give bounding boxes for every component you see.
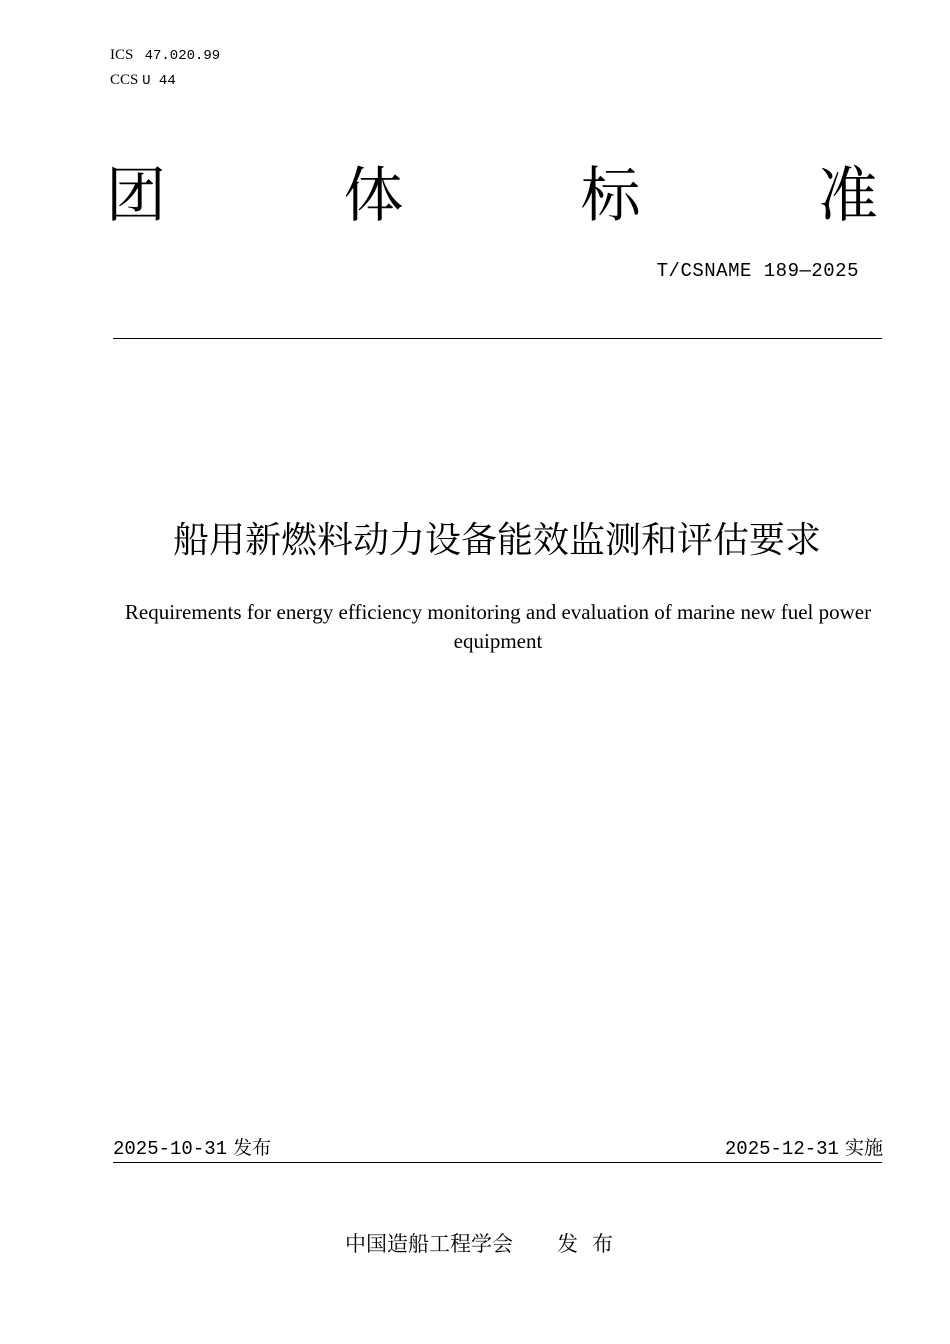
standard-number: T/CSNAME 189—2025 — [656, 260, 859, 282]
heading-char-2: 体 — [343, 161, 404, 231]
title-english: Requirements for energy efficiency monitoring and evaluation of marine new fuel power equipment — [124, 600, 872, 653]
footer-divider — [113, 1162, 882, 1163]
header-divider — [113, 338, 882, 339]
publisher-name: 中国造船工程学会 — [345, 1232, 513, 1256]
heading-char-1: 团 — [106, 161, 166, 231]
implement-label: 实施 — [844, 1137, 883, 1159]
heading-char-3: 标 — [580, 161, 641, 231]
publish-label: 发布 — [557, 1232, 627, 1256]
ccs-label: CCS — [110, 72, 139, 88]
publisher-line — [0, 1228, 950, 1258]
ccs-line — [110, 68, 176, 94]
implement-date: 2025-12-31 — [724, 1138, 839, 1160]
ics-code: 47.020.99 — [144, 48, 221, 64]
ccs-code: U 44 — [142, 73, 176, 89]
implement-date-line — [725, 1133, 883, 1160]
ics-label: ICS — [110, 47, 134, 63]
heading-char-4: 准 — [817, 161, 878, 231]
issue-date: 2025-10-31 — [113, 1138, 228, 1160]
ics-line — [110, 43, 220, 69]
issue-date-line — [113, 1133, 271, 1160]
issue-label: 发布 — [233, 1137, 272, 1159]
document-type-heading — [106, 160, 878, 232]
title-chinese: 船用新燃料动力设备能效监测和评估要求 — [172, 520, 821, 561]
